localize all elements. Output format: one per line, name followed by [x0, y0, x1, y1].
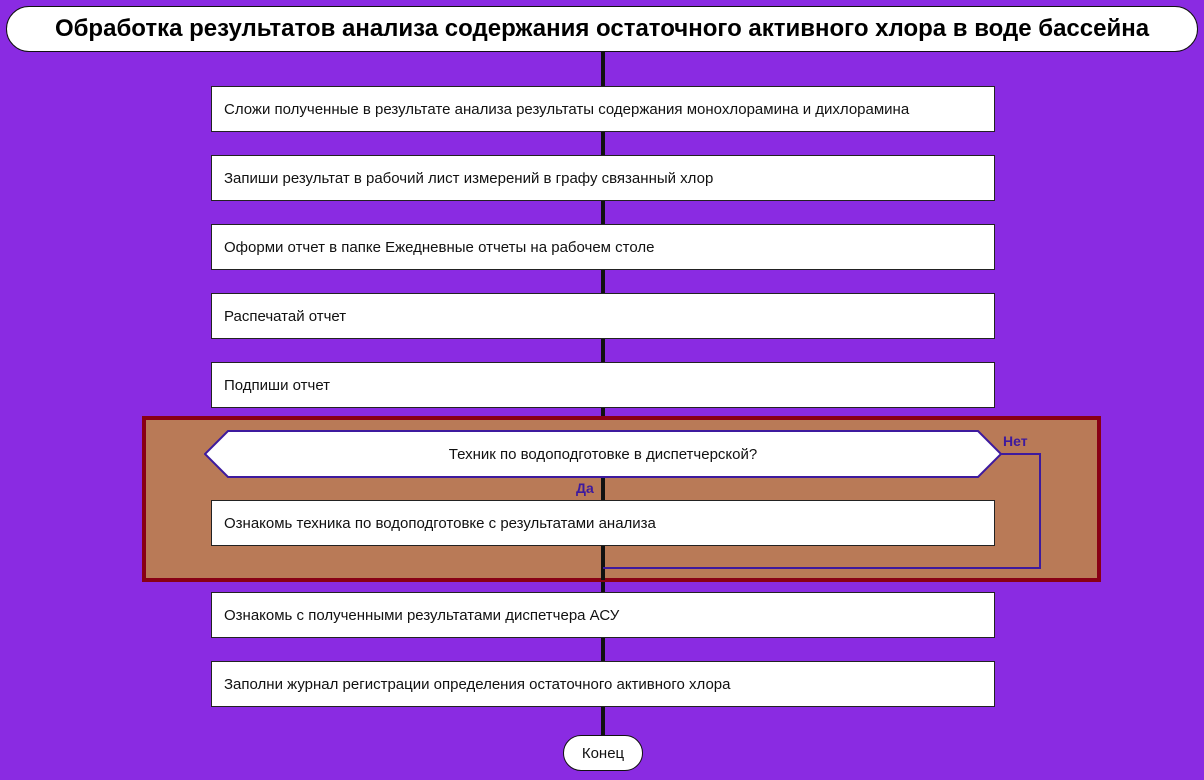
yes-branch-label: Да — [576, 480, 594, 496]
step-prepare-report[interactable]: Оформи отчет в папке Ежедневные отчеты на рабочем столе — [211, 224, 995, 270]
step-inform-technician[interactable]: Ознакомь техника по водоподготовке с результатами анализа — [211, 500, 995, 546]
step-sum-results[interactable]: Сложи полученные в результате анализа результаты содержания монохлорамина и дихлорамина — [211, 86, 995, 132]
decision-question: Техник по водоподготовке в диспетчерской? — [448, 445, 758, 463]
no-branch-label: Нет — [1003, 433, 1028, 449]
diagram-title: Обработка результатов анализа содержания остаточного активного хлора в воде бассейна — [6, 6, 1198, 52]
step-sign-report[interactable]: Подпиши отчет — [211, 362, 995, 408]
end-terminator[interactable]: Конец — [563, 735, 643, 771]
step-inform-dispatcher[interactable]: Ознакомь с полученными результатами диспетчера АСУ — [211, 592, 995, 638]
step-record-result[interactable]: Запиши результат в рабочий лист измерений в графу связанный хлор — [211, 155, 995, 201]
step-print-report[interactable]: Распечатай отчет — [211, 293, 995, 339]
decision-shape[interactable] — [204, 430, 1002, 478]
step-fill-journal[interactable]: Заполни журнал регистрации определения остаточного активного хлора — [211, 661, 995, 707]
